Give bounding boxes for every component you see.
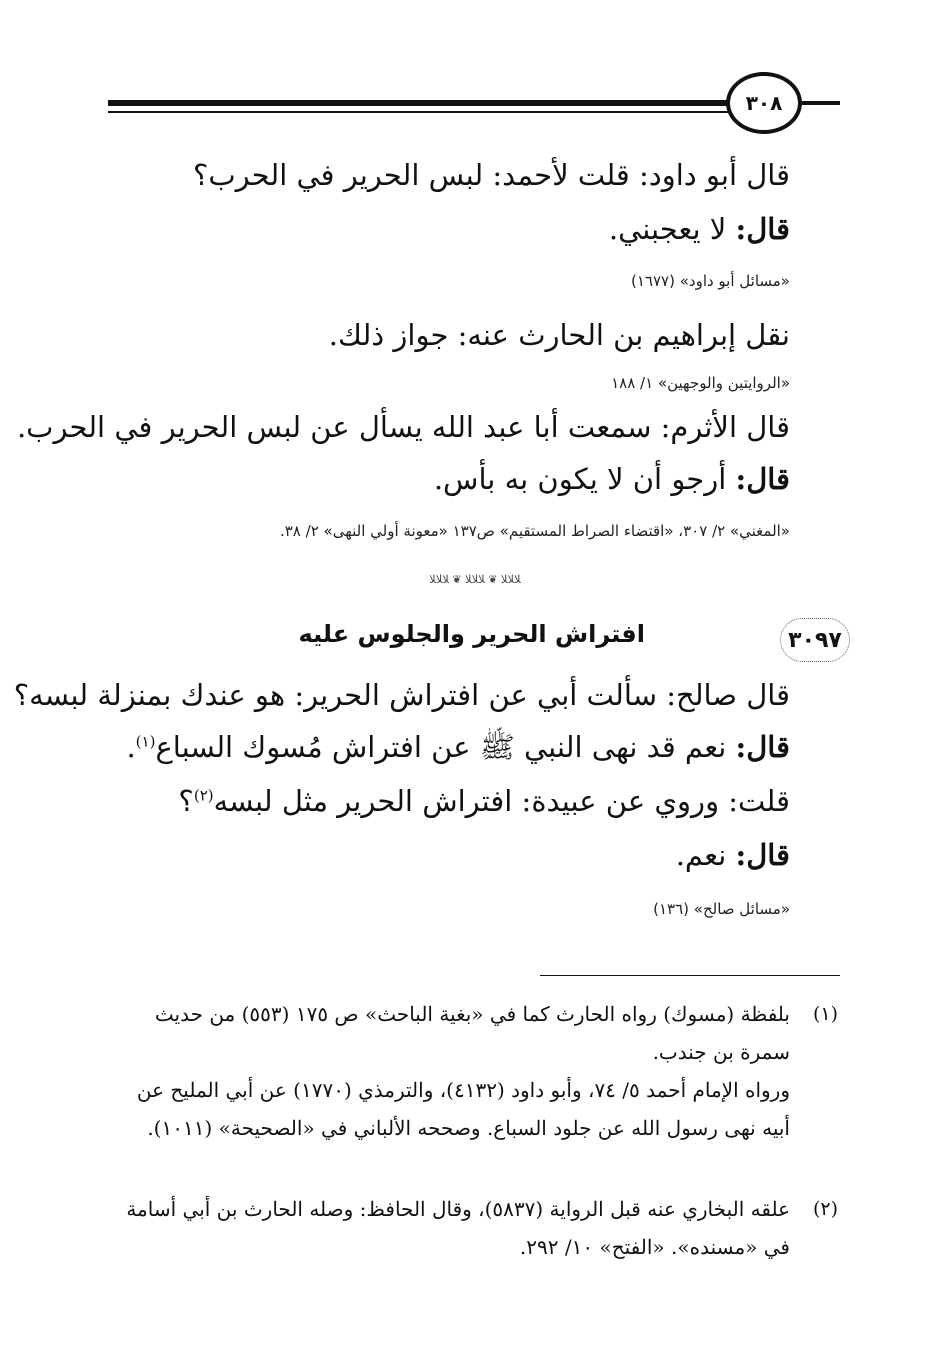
footnote-2 <box>110 1190 838 1266</box>
block3-answer <box>434 462 790 496</box>
line-end: . <box>126 730 136 764</box>
footnote-ref-1[interactable]: (١) <box>135 732 156 751</box>
answer-text: لا يعجبني. <box>608 212 727 246</box>
block1-source: «مسائل أبو داود» (١٦٧٧) <box>631 272 790 290</box>
section-line-1: قال صالح: سألت أبي عن افتراش الحرير: هو عندك بمنزلة لبسه؟ <box>13 678 790 712</box>
block2-text: نقل إبراهيم بن الحارث عنه: جواز ذلك. <box>328 318 790 352</box>
section-line-3 <box>178 784 790 818</box>
line-end: ؟ <box>178 784 194 818</box>
answer-label: قال: <box>735 730 790 764</box>
block3-source: «المغني» ٢/ ٣٠٧، «اقتضاء الصراط المستقيم» ص١٣٧ «معونة أولي النهى» ٢/ ٣٨. <box>279 522 790 540</box>
header-rule-thin <box>108 111 728 113</box>
block1-answer <box>609 212 790 246</box>
footnote-ref-2[interactable]: (٢) <box>193 786 214 805</box>
section-title: افتراش الحرير والجلوس عليه <box>298 620 645 648</box>
header-rule-right <box>800 101 840 105</box>
footnote-1 <box>110 995 838 1147</box>
ornament-divider: ﻼﻼﻼ ❦ ﻼﻼﻼ ❦ ﻼﻼﻼ <box>429 573 521 586</box>
block3-question: قال الأثرم: سمعت أبا عبد الله يسأل عن لبس الحرير في الحرب. <box>16 410 790 444</box>
header-rule-thick <box>108 100 728 106</box>
footnote-paragraph: بلفظة (مسوك) رواه الحارث كما في «بغية الباحث» ص ١٧٥ (٥٥٣) من حديث سمرة بن جندب. <box>154 1002 790 1064</box>
block2-source: «الروايتين والوجهين» ١/ ١٨٨ <box>611 374 790 392</box>
footnote-number: (١) <box>812 1003 838 1025</box>
answer-text: نعم قد نهى النبي ﷺ عن افتراش مُسوك السباع <box>155 730 727 764</box>
footnote-separator <box>540 975 840 976</box>
answer-text: أرجو أن لا يكون به بأس. <box>433 462 727 496</box>
section-number-badge: ٣٠٩٧ <box>780 618 850 662</box>
footnote-paragraph: علقه البخاري عنه قبل الرواية (٥٨٣٧)، وقال الحافظ: وصله الحارث بن أبي أسامة في «مسنده». «الفتح» ١٠/ ٢٩٢. <box>126 1197 790 1259</box>
block1-question: قال أبو داود: قلت لأحمد: لبس الحرير في الحرب؟ <box>192 158 790 192</box>
section-line-2 <box>126 730 790 772</box>
question-text: قلت: وروي عن عبيدة: افتراش الحرير مثل لبسه <box>213 784 790 818</box>
section-source: «مسائل صالح» (١٣٦) <box>653 900 790 918</box>
answer-label: قال: <box>735 212 790 246</box>
footnote-paragraph: ورواه الإمام أحمد ٥/ ٧٤، وأبو داود (٤١٣٢)، والترمذي (١٧٧٠) عن أبي المليح عن أبيه نهى رسول الله عن جلود السباع. وصححه الألباني في «الصحيحة» (١٠١١). <box>136 1078 790 1140</box>
answer-text: نعم. <box>675 838 727 872</box>
section-line-4 <box>676 838 790 872</box>
answer-label: قال: <box>735 462 790 496</box>
answer-label: قال: <box>735 838 790 872</box>
page-number: ٣٠٨ <box>726 72 802 134</box>
footnote-number: (٢) <box>812 1198 838 1220</box>
